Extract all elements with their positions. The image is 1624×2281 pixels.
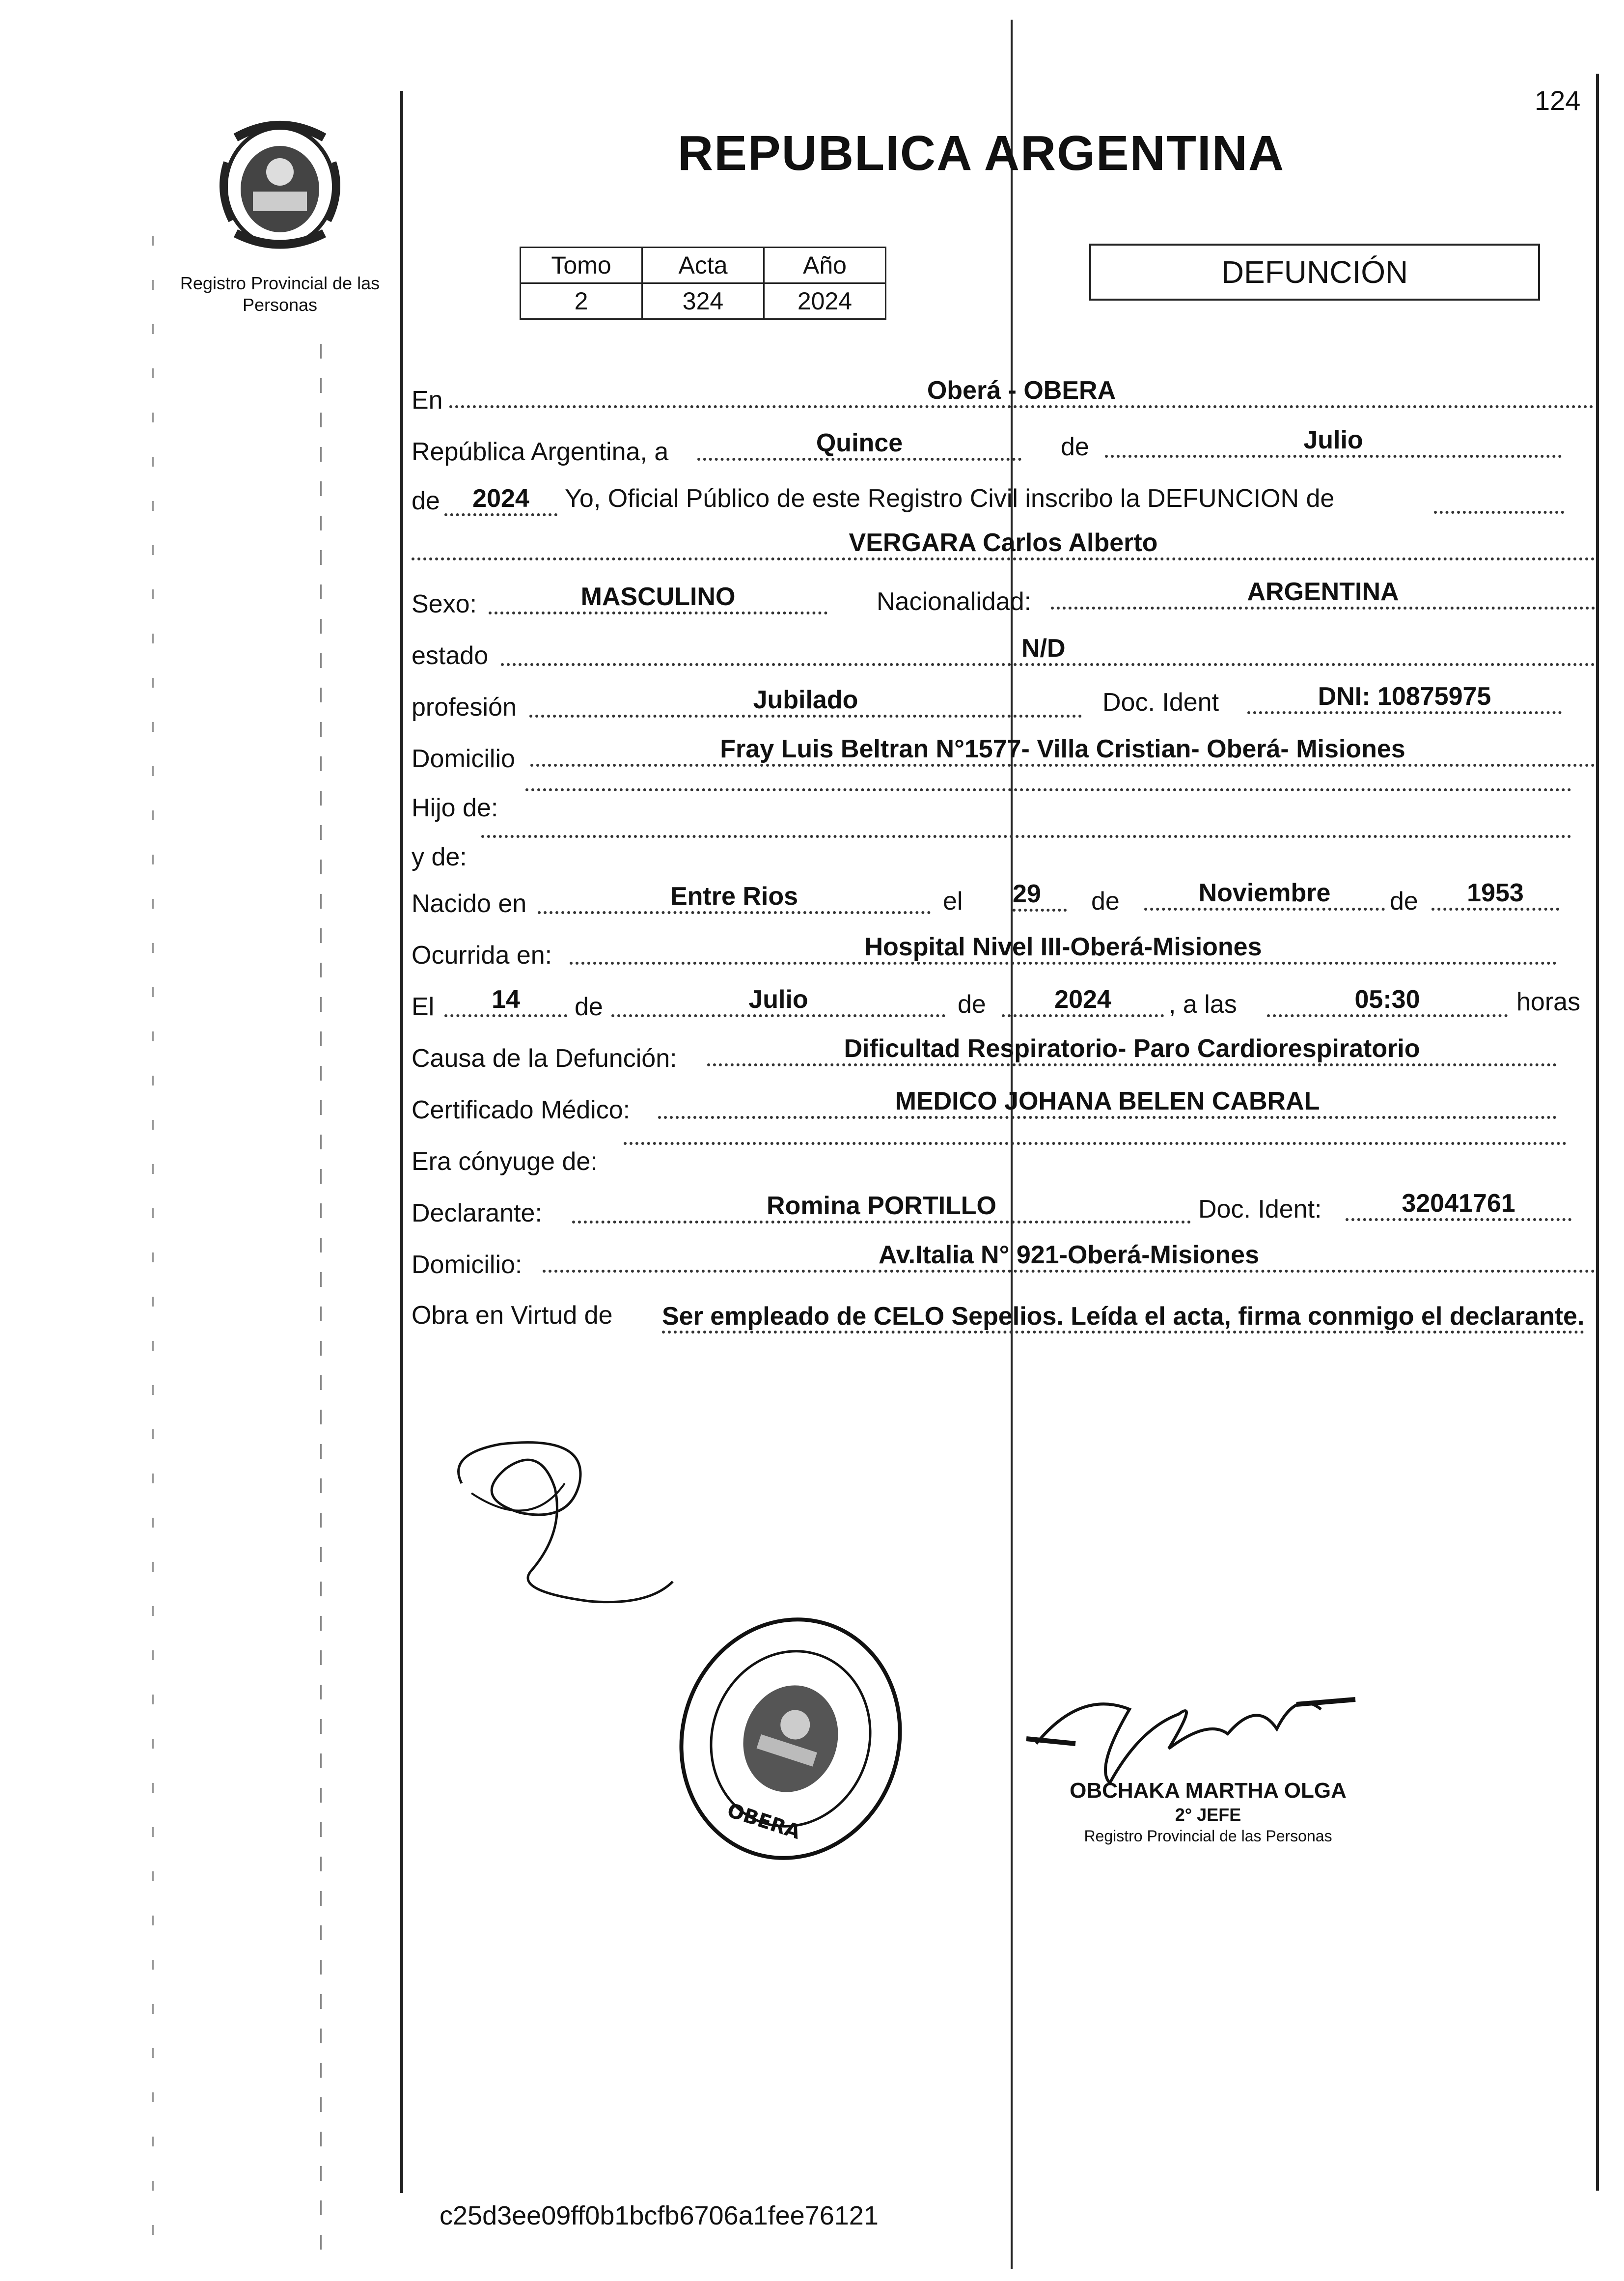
yo-text: Yo, Oficial Público de este Registro Civil inscribo la DEFUNCION de [565,484,1335,513]
horas-label: horas [1516,988,1581,1016]
death-de-label: de [575,993,603,1021]
day-words-field: Quince [697,428,1021,461]
decl-doc-label: Doc. Ident: [1198,1195,1322,1224]
death-el-label: El [412,993,435,1021]
birth-de-label: de [1091,887,1120,916]
domicilio-field: Fray Luis Beltran N°1577- Villa Cristian- Oberá- Misiones [530,734,1595,767]
birth-year-field: 1953 [1431,878,1559,911]
estado-label: estado [412,641,489,670]
nacido-label: Nacido en [412,890,527,918]
official-institution: Registro Provincial de las Personas [1084,1827,1332,1845]
de2-label: de [412,487,440,515]
registry-oval-stamp [668,1611,913,1866]
official-role: 2° JEFE [1175,1805,1241,1825]
record-table [520,247,886,320]
sexo-label: Sexo: [412,590,477,618]
decl-doc-field: 32041761 [1346,1189,1571,1221]
doc-ident-field: DNI: 10875975 [1247,682,1562,714]
province-seal-logo [206,108,354,255]
birth-month-field: Noviembre [1144,878,1385,911]
hijo-de-label: Hijo de: [412,794,498,822]
month-field: Julio [1105,425,1562,458]
yo-dotted-line [1434,481,1564,514]
document-hash: c25d3ee09ff0b1bcfb6706a1fee76121 [440,2201,879,2230]
profesion-field: Jubilado [529,685,1082,718]
registry-name: Registro Provincial de las Personas [180,273,380,315]
ocurrida-en-field: Hospital Nivel III-Oberá-Misiones [570,932,1557,965]
nacionalidad-field: ARGENTINA [1051,577,1595,610]
estado-field: N/D [501,634,1595,666]
document-title: REPUBLICA ARGENTINA [678,126,1285,181]
official-name: OBCHAKA MARTHA OLGA [1070,1779,1347,1803]
perforation-line-outer [152,236,154,2250]
doc-ident-label: Doc. Ident [1102,688,1219,717]
y-de-field [481,835,1571,838]
place-field: Oberá - OBERA [449,376,1594,408]
obra-field [412,1292,1595,1341]
nacionalidad-label: Nacionalidad: [877,587,1032,616]
profesion-label: profesión [412,693,517,722]
y-de-label: y de: [412,843,467,871]
certificado-field: MEDICO JOHANA BELEN CABRAL [658,1086,1557,1119]
sexo-field: MASCULINO [489,582,827,614]
de-label: de [1061,433,1089,461]
causa-field: Dificultad Respiratorio- Paro Cardiorespiratorio [707,1034,1557,1066]
domicilio-label: Domicilio [412,745,515,773]
left-margin-line [400,91,403,2193]
decl-domicilio-label: Domicilio: [412,1251,523,1279]
obra-label: Obra en Virtud de [412,1301,613,1330]
ocurrida-label: Ocurrida en: [412,941,552,970]
hijo-de-field [525,788,1571,791]
death-day-field: 14 [444,985,567,1017]
nacido-en-field: Entre Rios [538,882,931,914]
stamp-city-text: OBERA [724,1799,803,1844]
ano-header: Año [764,248,886,283]
death-time-field: 05:30 [1267,985,1508,1017]
year-field: 2024 [444,484,557,516]
page-number: 124 [1535,85,1581,116]
birth-de2-label: de [1390,887,1418,916]
tomo-value: 2 [521,283,642,319]
en-label: En [412,386,443,415]
a-las-label: , a las [1169,990,1237,1019]
death-month-field: Julio [611,985,945,1017]
acta-header: Acta [642,248,764,283]
conyuge-field [624,1142,1567,1145]
deceased-name-field: VERGARA Carlos Alberto [412,528,1595,560]
obra-text: Ser empleado de CELO Sepelios. Leída el acta, firma conmigo el declarante. [662,1302,1584,1334]
death-de2-label: de [958,990,986,1019]
el-label: el [943,887,963,916]
declarante-label: Declarante: [412,1199,542,1227]
republica-label: República Argentina, a [412,438,669,466]
decl-domicilio-field: Av.Italia N° 921-Oberá-Misiones [543,1240,1595,1273]
declarante-field: Romina PORTILLO [572,1191,1191,1224]
perforation-line [320,344,322,2259]
acta-value: 324 [642,283,764,319]
certificado-label: Certificado Médico: [412,1096,631,1124]
declarant-signature [442,1424,688,1621]
conyuge-label: Era cónyuge de: [412,1147,598,1176]
causa-label: Causa de la Defunción: [412,1044,677,1073]
ano-value: 2024 [764,283,886,319]
birth-day-field: 29 [1013,879,1067,912]
death-year-field: 2024 [1002,985,1164,1017]
right-margin-line [1596,74,1599,2191]
record-type-box: DEFUNCIÓN [1089,244,1540,301]
tomo-header: Tomo [521,248,642,283]
